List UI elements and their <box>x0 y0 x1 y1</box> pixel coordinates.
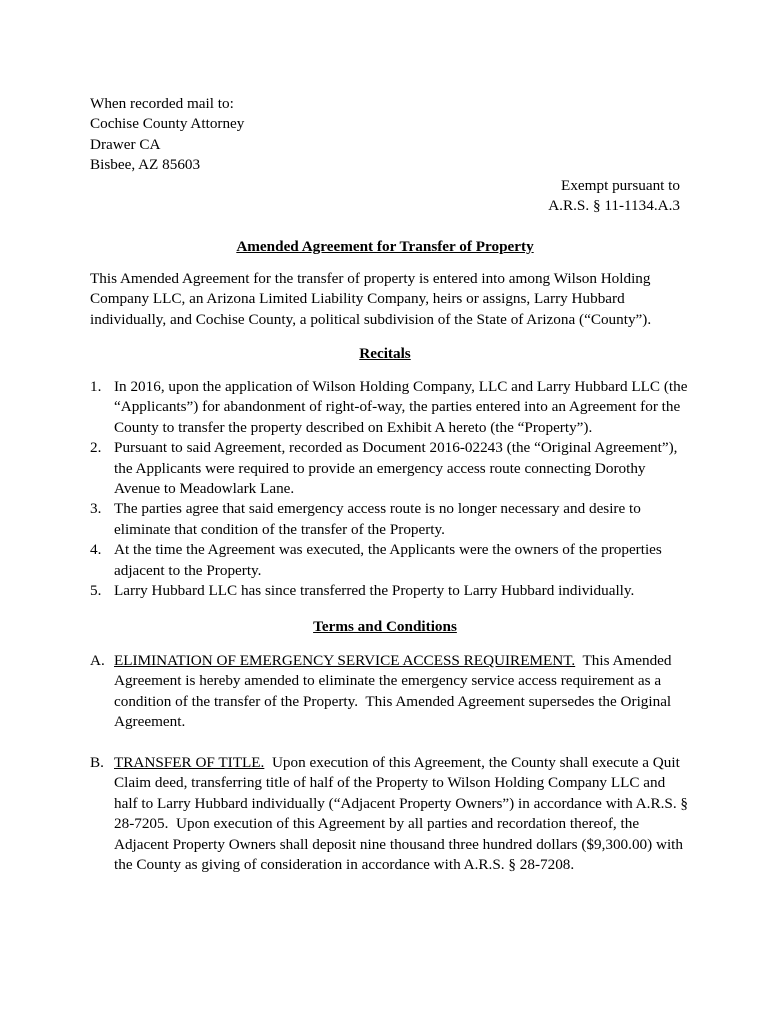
recital-text: The parties agree that said emergency access route is no longer necessary and desire to eliminate that condition of the transfer of the Property. <box>114 500 641 538</box>
exemption-block <box>548 176 680 217</box>
term-title: ELIMINATION OF EMERGENCY SERVICE ACCESS REQUIREMENT. <box>114 652 576 669</box>
mail-to-city: Bisbee, AZ 85603 <box>90 156 201 174</box>
term-title: TRANSFER OF TITLE. <box>114 754 265 772</box>
recital-item <box>90 438 690 499</box>
term-letter: A. <box>90 652 105 669</box>
recital-number: 4. <box>90 541 102 559</box>
recital-number: 3. <box>90 500 102 518</box>
term-text: Upon execution of this Agreement, the County shall execute a Quit Claim deed, transferring title of half of the Property to Wilson Holding Company LLC and half to Larry Hubbard individually (“Adjacent Property Owners”) in accordance with A.R.S. § 28-7205. Upon execution of this Agreement by all parties and recordation thereof, the Adjacent Property Owners shall deposit nine thousand three hundred dollars ($9,300.00) with the County as giving of consideration in accordance with A.R.S. § 28-7208. <box>114 754 692 874</box>
term-letter: B. <box>90 754 104 772</box>
terms-list <box>90 651 690 896</box>
term-item <box>90 651 690 733</box>
recital-item <box>90 581 690 601</box>
recital-text: At the time the Agreement was executed, the Applicants were the owners of the properties adjacent to the Property. <box>114 541 662 579</box>
term-item <box>90 753 690 875</box>
recital-item <box>90 377 690 438</box>
recital-item <box>90 540 690 581</box>
intro-paragraph: This Amended Agreement for the transfer of property is entered into among Wilson Holding Company LLC, an Arizona Limited Liability Company, heirs or assigns, Larry Hubbard individually, and Cochise County, a political subdivision of the State of Arizona (“County”). <box>90 270 652 328</box>
recital-text: In 2016, upon the application of Wilson Holding Company, LLC and Larry Hubbard LLC (the “Applicants”) for abandonment of right-of-way, the parties entered into an Agreement for the County to transfer the property described on Exhibit A hereto (the “Property”). <box>114 378 688 436</box>
exemption-statute: A.R.S. § 11-1134.A.3 <box>548 197 680 215</box>
recital-text: Pursuant to said Agreement, recorded as Document 2016-02243 (the “Original Agreement”), the Applicants were required to provide an emergency access route connecting Dorothy Avenue to Meadowlark Lane. <box>114 439 678 498</box>
recital-number: 2. <box>90 439 102 457</box>
recital-item <box>90 499 690 540</box>
recital-number: 5. <box>90 582 102 600</box>
exemption-line: Exempt pursuant to <box>561 177 680 194</box>
recital-text: Larry Hubbard LLC has since transferred the Property to Larry Hubbard individually. <box>114 582 635 600</box>
recital-number: 1. <box>90 378 102 395</box>
mail-to-address: Drawer CA <box>90 135 161 153</box>
mail-to-recipient: Cochise County Attorney <box>90 115 245 133</box>
term-text: This Amended Agreement is hereby amended to eliminate the emergency service access requirement as a condition of the transfer of the Property. This Amended Agreement supersedes the Original Agreement. <box>114 652 675 731</box>
mail-to-line: When recorded mail to: <box>90 95 234 112</box>
recitals-list <box>90 377 690 601</box>
document-title: Amended Agreement for Transfer of Property <box>236 238 534 255</box>
mail-to-block <box>90 94 244 176</box>
recitals-heading: Recitals <box>359 345 411 362</box>
terms-heading: Terms and Conditions <box>313 618 457 635</box>
